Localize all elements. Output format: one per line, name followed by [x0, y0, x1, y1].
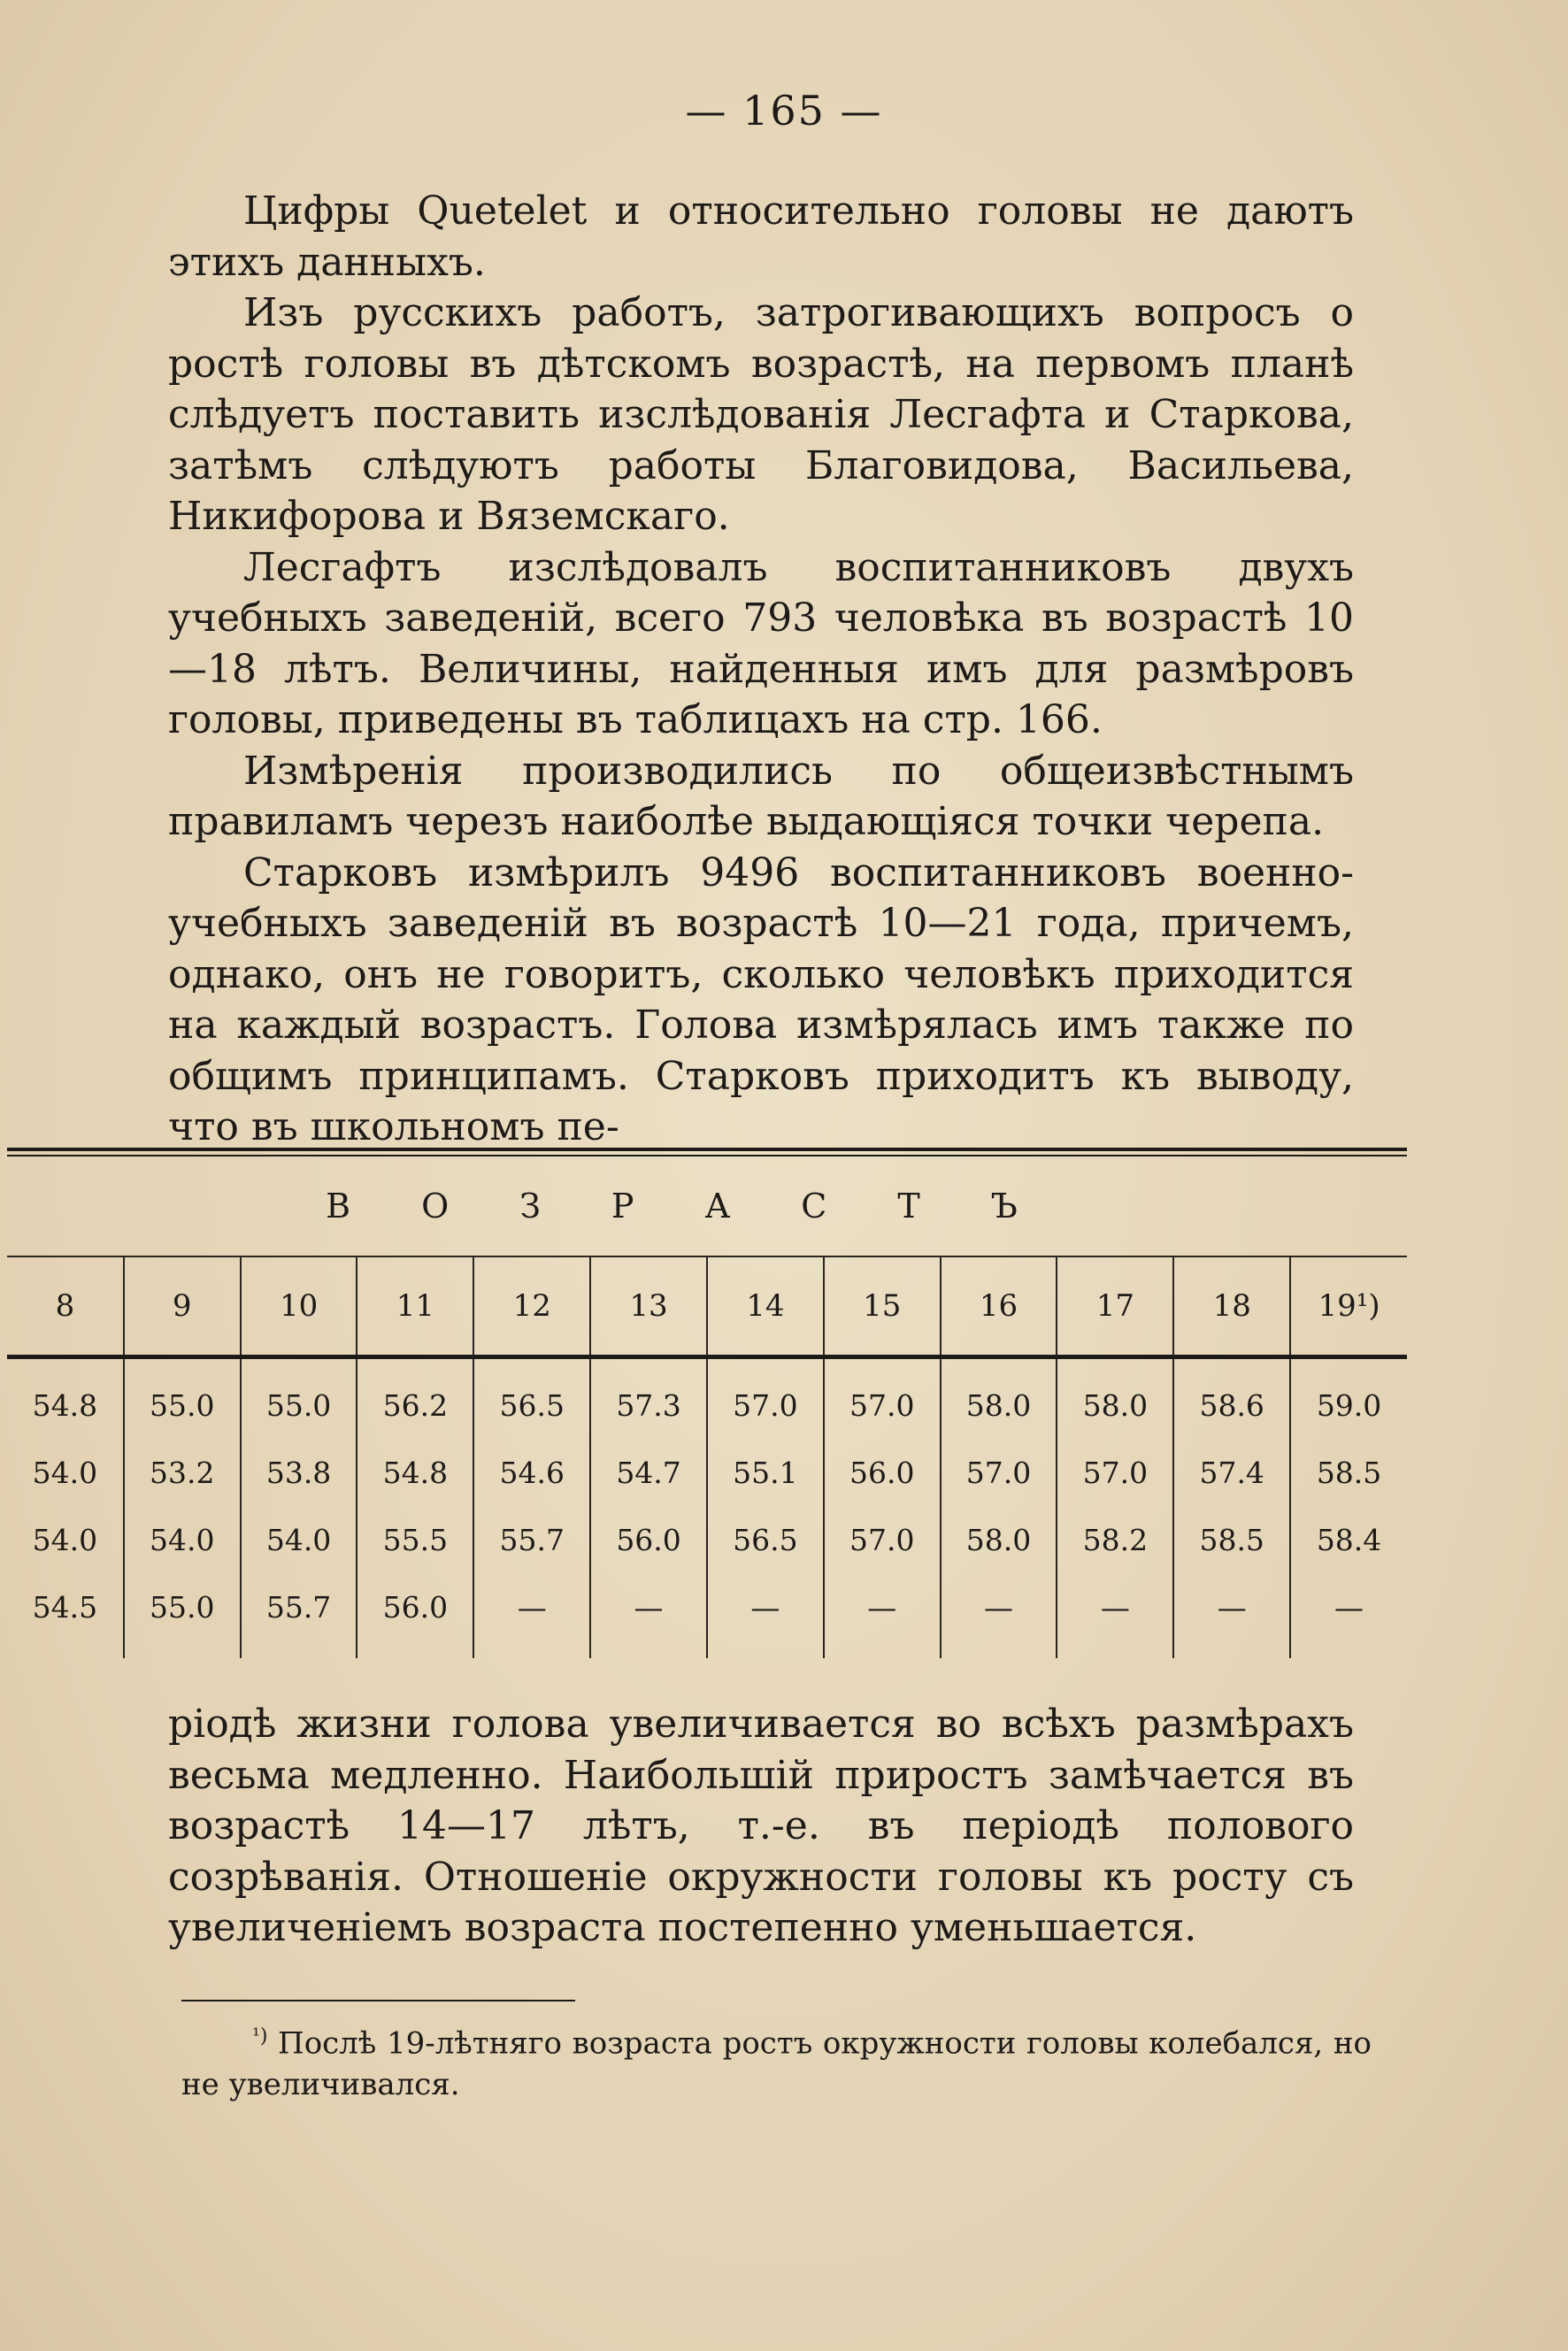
table-cell: 56.5	[473, 1359, 590, 1439]
age-header-cell: 17	[1057, 1256, 1173, 1357]
paragraph: Изъ русскихъ работъ, затрогивающихъ вопросъ о ростѣ головы въ дѣтскомъ возрастѣ, на первомъ планѣ слѣдуетъ поставить изслѣдованія Лесгафта и Старкова, затѣмъ слѣдуютъ работы Благовидова, Васильева, Никифорова и Вяземскаго.	[168, 290, 1354, 539]
table-row	[7, 1359, 1407, 1439]
table-cell: 58.0	[941, 1506, 1057, 1573]
table-spacer-cell	[1057, 1640, 1173, 1658]
table-cell: —	[1173, 1573, 1290, 1640]
table-cell: 57.0	[941, 1439, 1057, 1506]
table-cell: —	[1057, 1573, 1173, 1640]
table-cell: 54.0	[241, 1506, 357, 1573]
table-cell: 54.0	[32, 1455, 98, 1490]
body-text-bottom	[168, 1699, 1354, 1954]
table-spacer-cell	[241, 1640, 357, 1658]
table-spacer-cell	[941, 1640, 1057, 1658]
age-header-cell: 15	[824, 1256, 941, 1357]
page-number: — 165 —	[685, 87, 883, 134]
table-cell: —	[590, 1573, 707, 1640]
paragraph: Старковъ измѣрилъ 9496 воспитанниковъ военно-учебныхъ заведеній въ возрастѣ 10—21 года, причемъ, однако, онъ не говоритъ, сколько человѣкъ приходится на каждый возрастъ. Голова измѣрялась имъ также по общимъ принципамъ. Старковъ приходитъ къ выводу, что въ школьномъ пе-	[168, 849, 1354, 1149]
table-spacer-cell	[1173, 1640, 1290, 1658]
table-spacer-cell	[124, 1640, 241, 1658]
table-spacer-cell	[7, 1640, 124, 1658]
table-header-age: ВОЗРАСТЪ	[7, 1156, 1407, 1256]
age-header-cell: 10	[241, 1256, 357, 1357]
age-header-cell: 8	[7, 1256, 124, 1357]
age-header-cell: 13	[590, 1256, 707, 1357]
head-size-table	[7, 1148, 1407, 1658]
table-cell: 58.2	[1057, 1506, 1173, 1573]
paragraph: ріодѣ жизни голова увеличивается во всѣхъ размѣрахъ весьма медленно. Наибольшій приростъ замѣчается въ возрастѣ 14—17 лѣтъ, т.-е. въ періодѣ полового созрѣванія. Отношеніе окружности головы къ росту съ увеличеніемъ возраста постепенно уменьшается.	[168, 1702, 1354, 1950]
table-row	[7, 1506, 1407, 1573]
table-cell: 57.0	[707, 1359, 824, 1439]
table-row	[7, 1573, 1407, 1640]
table-spacer-cell	[590, 1640, 707, 1658]
table-spacer-cell	[707, 1640, 824, 1658]
age-header-cell: 12	[473, 1256, 590, 1357]
table-cell: —	[473, 1573, 590, 1640]
table-cell: 55.0	[124, 1573, 241, 1640]
table-cell: 55.0	[241, 1359, 357, 1439]
values-body	[7, 1359, 1407, 1658]
age-header-cell: 19¹)	[1290, 1256, 1407, 1357]
table-cell: —	[824, 1573, 941, 1640]
table-cell: 56.0	[590, 1506, 707, 1573]
table-cell: 56.5	[707, 1506, 824, 1573]
footnote	[181, 2016, 1372, 2106]
age-header-cell: 11	[357, 1256, 473, 1357]
table-cell: 54.8	[357, 1439, 473, 1506]
table-cell: 54.6	[473, 1439, 590, 1506]
age-header-cell: 9	[124, 1256, 241, 1357]
table-cell: 59.0	[1290, 1359, 1407, 1439]
table-cell: 55.7	[241, 1573, 357, 1640]
table-cell: 55.1	[707, 1439, 824, 1506]
table-cell: 57.0	[824, 1506, 941, 1573]
table-cell: 54.0	[32, 1522, 98, 1557]
footnote-text: Послѣ 19-лѣтняго возраста ростъ окружности головы колебался, но не увеличивался.	[181, 2025, 1372, 2103]
table-spacer-cell	[1290, 1640, 1407, 1658]
paragraph: Цифры Quetelet и относительно головы не даютъ этихъ данныхъ.	[168, 188, 1354, 285]
paragraph: Лесгафтъ изслѣдовалъ воспитанниковъ двухъ учебныхъ заведеній, всего 793 человѣка въ возрастѣ 10—18 лѣтъ. Величины, найденныя имъ для размѣровъ головы, приведены въ таблицахъ на стр. 166.	[168, 544, 1354, 742]
table-cell: 57.4	[1173, 1439, 1290, 1506]
table-cell: —	[1290, 1573, 1407, 1640]
table-cell: 54.0	[124, 1506, 241, 1573]
table-cell: 56.0	[357, 1573, 473, 1640]
footnote-rule	[181, 2000, 575, 2001]
table-cell: 55.0	[124, 1359, 241, 1439]
table-cell: 58.5	[1290, 1439, 1407, 1506]
age-header-cell: 16	[941, 1256, 1057, 1357]
table-spacer-cell	[824, 1640, 941, 1658]
table-cell: —	[707, 1573, 824, 1640]
table-cell: 53.2	[124, 1439, 241, 1506]
table-cell: 56.0	[824, 1439, 941, 1506]
table-cell: 57.0	[1057, 1439, 1173, 1506]
table-cell: 58.5	[1173, 1506, 1290, 1573]
table-cell: 58.6	[1173, 1359, 1290, 1439]
table-cell: 53.8	[241, 1439, 357, 1506]
table-cell: 55.7	[473, 1506, 590, 1573]
table-cell: 54.7	[590, 1439, 707, 1506]
table-cell: 54.5	[32, 1589, 98, 1625]
table-spacer-cell	[473, 1640, 590, 1658]
footnote-marker: ¹)	[252, 2025, 268, 2048]
table-cell: 54.8	[32, 1387, 98, 1423]
table-cell: 58.4	[1290, 1506, 1407, 1573]
table-cell: 55.5	[357, 1506, 473, 1573]
table-cell: 57.3	[590, 1359, 707, 1439]
age-header-cell: 18	[1173, 1256, 1290, 1357]
paragraph: Измѣренія производились по общеизвѣстнымъ правиламъ черезъ наиболѣе выдающіяся точки черепа.	[168, 748, 1354, 844]
age-header-cell: 14	[707, 1256, 824, 1357]
age-header-row	[7, 1256, 1407, 1357]
table-cell: 56.2	[357, 1359, 473, 1439]
table-cell: 58.0	[1057, 1359, 1173, 1439]
table-cell: —	[941, 1573, 1057, 1640]
table-spacer-cell	[357, 1640, 473, 1658]
body-text-top	[168, 186, 1354, 1153]
table-row	[7, 1439, 1407, 1506]
table-cell: 58.0	[941, 1359, 1057, 1439]
table-cell: 57.0	[824, 1359, 941, 1439]
